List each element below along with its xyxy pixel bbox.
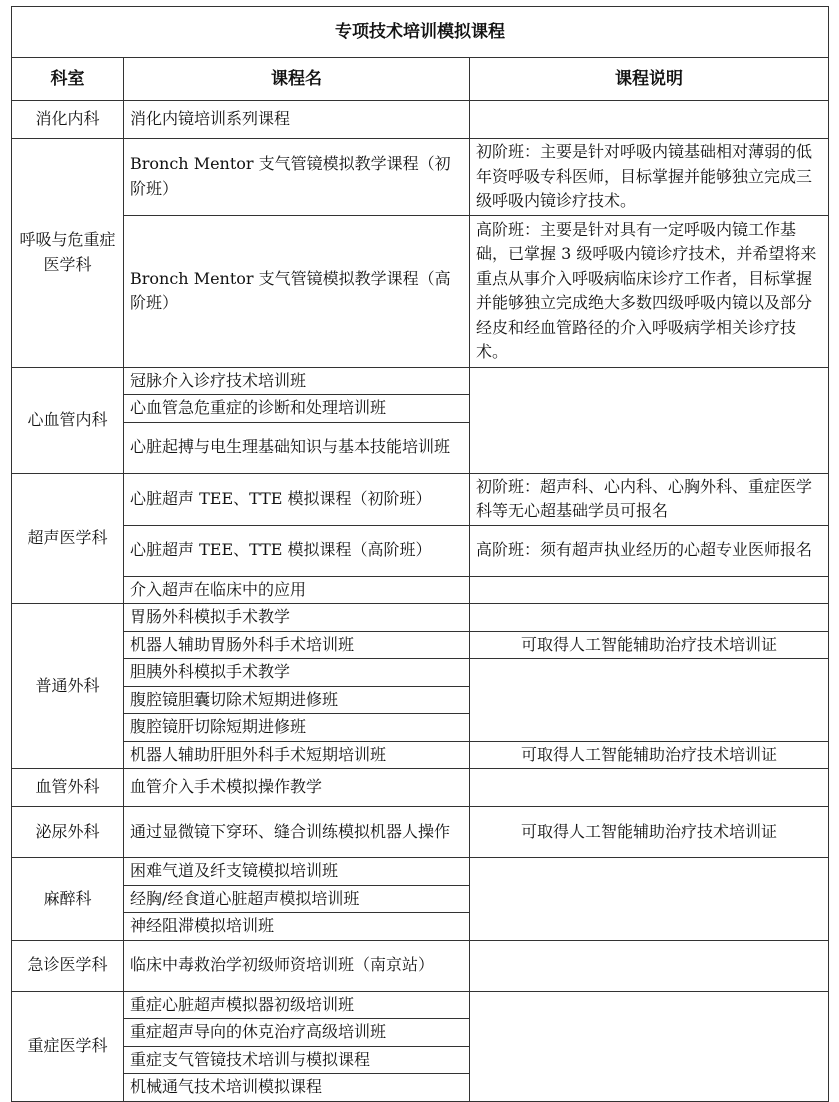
header-row — [12, 58, 829, 101]
department-cell: 超声医学科 — [12, 473, 124, 604]
table-row — [12, 991, 829, 1019]
course-description-cell: 高阶班：主要是针对具有一定呼吸内镜工作基础，已掌握 3 级呼吸内镜诊疗技术，并希望将来重点从事介入呼吸病临床诊疗工作者，目标掌握并能够独立完成绝大多数四级呼吸内镜以及部分经皮和经血管路径的介入呼吸病学相关诊疗技术。 — [470, 215, 829, 367]
table-row — [12, 769, 829, 807]
course-name-cell: 心血管急危重症的诊断和处理培训班 — [124, 395, 470, 423]
course-name-cell: 胃肠外科模拟手术教学 — [124, 604, 470, 632]
table-row — [12, 659, 829, 687]
table-row — [12, 101, 829, 139]
table-row — [12, 525, 829, 576]
table-row — [12, 604, 829, 632]
course-description-cell: 高阶班：须有超声执业经历的心超专业医师报名 — [470, 525, 829, 576]
table-row — [12, 473, 829, 525]
course-description-cell: 可取得人工智能辅助治疗技术培训证 — [470, 741, 829, 769]
course-description-cell — [470, 940, 829, 991]
department-cell: 消化内科 — [12, 101, 124, 139]
department-cell: 心血管内科 — [12, 367, 124, 473]
course-description-cell — [470, 604, 829, 632]
department-cell: 重症医学科 — [12, 991, 124, 1101]
department-cell: 呼吸与危重症医学科 — [12, 139, 124, 368]
course-name-cell: 消化内镜培训系列课程 — [124, 101, 470, 139]
course-name-cell: 血管介入手术模拟操作教学 — [124, 769, 470, 807]
table-row — [12, 741, 829, 769]
table-row — [12, 367, 829, 395]
course-name-cell: 困难气道及纤支镜模拟培训班 — [124, 858, 470, 886]
table-row — [12, 139, 829, 216]
department-cell: 麻醉科 — [12, 858, 124, 941]
course-description-cell — [470, 858, 829, 941]
department-cell: 血管外科 — [12, 769, 124, 807]
course-description-cell: 初阶班：主要是针对呼吸内镜基础相对薄弱的低年资呼吸专科医师，目标掌握并能够独立完成三级呼吸内镜诊疗技术。 — [470, 139, 829, 216]
course-name-cell: 机械通气技术培训模拟课程 — [124, 1074, 470, 1102]
course-description-cell: 可取得人工智能辅助治疗技术培训证 — [470, 807, 829, 858]
course-table — [11, 6, 829, 1102]
course-description-cell — [470, 367, 829, 473]
table-row — [12, 576, 829, 604]
table-row — [12, 807, 829, 858]
course-name-cell: 胆胰外科模拟手术教学 — [124, 659, 470, 687]
course-description-cell — [470, 576, 829, 604]
course-name-cell: 机器人辅助胃肠外科手术培训班 — [124, 631, 470, 659]
course-name-cell: 腹腔镜胆囊切除术短期进修班 — [124, 686, 470, 714]
header-department: 科室 — [12, 58, 124, 101]
department-cell: 急诊医学科 — [12, 940, 124, 991]
course-name-cell: 重症超声导向的休克治疗高级培训班 — [124, 1019, 470, 1047]
department-cell: 泌尿外科 — [12, 807, 124, 858]
table-body — [12, 101, 829, 1102]
header-course-name: 课程名 — [124, 58, 470, 101]
course-name-cell: 腹腔镜肝切除短期进修班 — [124, 714, 470, 742]
course-name-cell: Bronch Mentor 支气管镜模拟教学课程（初阶班） — [124, 139, 470, 216]
title-row — [12, 7, 829, 58]
course-description-cell: 可取得人工智能辅助治疗技术培训证 — [470, 631, 829, 659]
table-row — [12, 858, 829, 886]
course-name-cell: 机器人辅助肝胆外科手术短期培训班 — [124, 741, 470, 769]
course-name-cell: Bronch Mentor 支气管镜模拟教学课程（高阶班） — [124, 215, 470, 367]
course-name-cell: 经胸/经食道心脏超声模拟培训班 — [124, 885, 470, 913]
table-row — [12, 940, 829, 991]
table-row — [12, 631, 829, 659]
header-course-description: 课程说明 — [470, 58, 829, 101]
course-name-cell: 重症支气管镜技术培训与模拟课程 — [124, 1046, 470, 1074]
course-name-cell: 重症心脏超声模拟器初级培训班 — [124, 991, 470, 1019]
table-title: 专项技术培训模拟课程 — [12, 7, 829, 58]
course-description-cell — [470, 659, 829, 742]
course-name-cell: 神经阻滞模拟培训班 — [124, 913, 470, 941]
course-name-cell: 通过显微镜下穿环、缝合训练模拟机器人操作 — [124, 807, 470, 858]
course-description-cell: 初阶班：超声科、心内科、心胸外科、重症医学科等无心超基础学员可报名 — [470, 473, 829, 525]
course-description-cell — [470, 101, 829, 139]
department-cell: 普通外科 — [12, 604, 124, 769]
course-description-cell — [470, 769, 829, 807]
course-name-cell: 临床中毒救治学初级师资培训班（南京站） — [124, 940, 470, 991]
course-name-cell: 心脏起搏与电生理基础知识与基本技能培训班 — [124, 422, 470, 473]
course-name-cell: 心脏超声 TEE、TTE 模拟课程（初阶班） — [124, 473, 470, 525]
course-name-cell: 冠脉介入诊疗技术培训班 — [124, 367, 470, 395]
table-row — [12, 215, 829, 367]
course-name-cell: 心脏超声 TEE、TTE 模拟课程（高阶班） — [124, 525, 470, 576]
course-name-cell: 介入超声在临床中的应用 — [124, 576, 470, 604]
